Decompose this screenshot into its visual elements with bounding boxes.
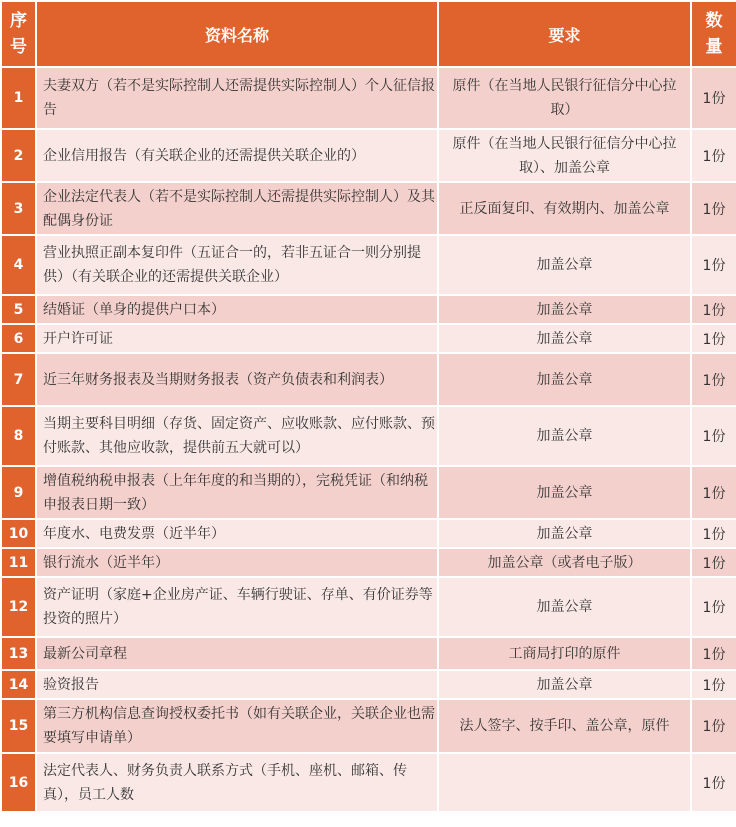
row-material-name: 结婚证（单身的提供户口本） bbox=[37, 296, 437, 323]
row-material-name: 法定代表人、财务负责人联系方式（手机、座机、邮箱、传真），员工人数 bbox=[37, 754, 437, 811]
row-material-name: 当期主要科目明细（存货、固定资产、应收账款、应付账款、预付账款、其他应收款，提供前五大就可以） bbox=[37, 407, 437, 465]
row-quantity: 1份 bbox=[692, 671, 736, 698]
row-index: 15 bbox=[2, 700, 35, 752]
row-index: 12 bbox=[2, 578, 35, 636]
row-material-name: 资产证明（家庭+企业房产证、车辆行驶证、存单、有价证券等投资的照片） bbox=[37, 578, 437, 636]
table-row bbox=[2, 578, 736, 636]
table-row bbox=[2, 68, 736, 128]
row-material-name: 开户许可证 bbox=[37, 325, 437, 352]
row-index: 2 bbox=[2, 130, 35, 181]
table-row bbox=[2, 325, 736, 352]
header-quantity-label: 数 bbox=[705, 11, 723, 31]
row-index: 3 bbox=[2, 183, 35, 234]
row-quantity: 1份 bbox=[692, 578, 736, 636]
row-quantity: 1份 bbox=[692, 520, 736, 547]
row-quantity: 1份 bbox=[692, 467, 736, 518]
row-material-name: 企业信用报告（有关联企业的还需提供关联企业的） bbox=[37, 130, 437, 181]
row-requirement: 工商局打印的原件 bbox=[439, 638, 690, 669]
table-row bbox=[2, 236, 736, 294]
row-quantity: 1份 bbox=[692, 325, 736, 352]
row-requirement bbox=[439, 754, 690, 811]
row-requirement: 加盖公章 bbox=[439, 467, 690, 518]
row-material-name: 第三方机构信息查询授权委托书（如有关联企业，关联企业也需要填写申请单） bbox=[37, 700, 437, 752]
row-requirement: 加盖公章 bbox=[439, 354, 690, 405]
row-quantity: 1份 bbox=[692, 638, 736, 669]
table-row bbox=[2, 407, 736, 465]
row-index: 10 bbox=[2, 520, 35, 547]
row-material-name: 增值税纳税申报表（上年年度的和当期的），完税凭证（和纳税申报表日期一致） bbox=[37, 467, 437, 518]
row-requirement: 原件（在当地人民银行征信分中心拉取）、加盖公章 bbox=[439, 130, 690, 181]
row-material-name: 企业法定代表人（若不是实际控制人还需提供实际控制人）及其配偶身份证 bbox=[37, 183, 437, 234]
row-index: 11 bbox=[2, 549, 35, 576]
table-header-row bbox=[2, 2, 736, 66]
header-index: 序 号 bbox=[2, 2, 35, 66]
row-index: 9 bbox=[2, 467, 35, 518]
row-index: 7 bbox=[2, 354, 35, 405]
row-material-name: 验资报告 bbox=[37, 671, 437, 698]
row-index: 14 bbox=[2, 671, 35, 698]
row-material-name: 夫妻双方（若不是实际控制人还需提供实际控制人）个人征信报告 bbox=[37, 68, 437, 128]
table-row bbox=[2, 638, 736, 669]
row-quantity: 1份 bbox=[692, 296, 736, 323]
row-requirement: 法人签字、按手印、盖公章，原件 bbox=[439, 700, 690, 752]
row-requirement: 加盖公章 bbox=[439, 578, 690, 636]
row-material-name: 银行流水（近半年） bbox=[37, 549, 437, 576]
row-quantity: 1份 bbox=[692, 549, 736, 576]
row-index: 16 bbox=[2, 754, 35, 811]
row-quantity: 1份 bbox=[692, 700, 736, 752]
row-index: 5 bbox=[2, 296, 35, 323]
header-name: 资料名称 bbox=[37, 2, 437, 66]
row-material-name: 最新公司章程 bbox=[37, 638, 437, 669]
row-index: 1 bbox=[2, 68, 35, 128]
table-row bbox=[2, 467, 736, 518]
row-requirement: 加盖公章 bbox=[439, 671, 690, 698]
table-row bbox=[2, 549, 736, 576]
row-requirement: 加盖公章（或者电子版） bbox=[439, 549, 690, 576]
row-quantity: 1份 bbox=[692, 68, 736, 128]
row-index: 6 bbox=[2, 325, 35, 352]
table-row bbox=[2, 130, 736, 181]
row-quantity: 1份 bbox=[692, 130, 736, 181]
table-row bbox=[2, 296, 736, 323]
row-requirement: 加盖公章 bbox=[439, 236, 690, 294]
table-row bbox=[2, 183, 736, 234]
row-quantity: 1份 bbox=[692, 407, 736, 465]
header-quantity: 数 量 bbox=[692, 2, 736, 66]
row-quantity: 1份 bbox=[692, 754, 736, 811]
row-requirement: 原件（在当地人民银行征信分中心拉取） bbox=[439, 68, 690, 128]
row-quantity: 1份 bbox=[692, 183, 736, 234]
row-index: 8 bbox=[2, 407, 35, 465]
row-requirement: 加盖公章 bbox=[439, 520, 690, 547]
table-row bbox=[2, 671, 736, 698]
table-row bbox=[2, 354, 736, 405]
row-material-name: 营业执照正副本复印件（五证合一的，若非五证合一则分别提供）（有关联企业的还需提供关联企业） bbox=[37, 236, 437, 294]
table-row bbox=[2, 754, 736, 811]
row-quantity: 1份 bbox=[692, 236, 736, 294]
row-index: 13 bbox=[2, 638, 35, 669]
row-requirement: 正反面复印、有效期内、加盖公章 bbox=[439, 183, 690, 234]
row-requirement: 加盖公章 bbox=[439, 325, 690, 352]
table-row bbox=[2, 520, 736, 547]
header-index-label: 序 bbox=[10, 11, 27, 31]
row-requirement: 加盖公章 bbox=[439, 296, 690, 323]
row-index: 4 bbox=[2, 236, 35, 294]
row-requirement: 加盖公章 bbox=[439, 407, 690, 465]
table-row bbox=[2, 700, 736, 752]
row-material-name: 近三年财务报表及当期财务报表（资产负债表和利润表） bbox=[37, 354, 437, 405]
header-requirement: 要求 bbox=[439, 2, 690, 66]
row-quantity: 1份 bbox=[692, 354, 736, 405]
row-material-name: 年度水、电费发票（近半年） bbox=[37, 520, 437, 547]
